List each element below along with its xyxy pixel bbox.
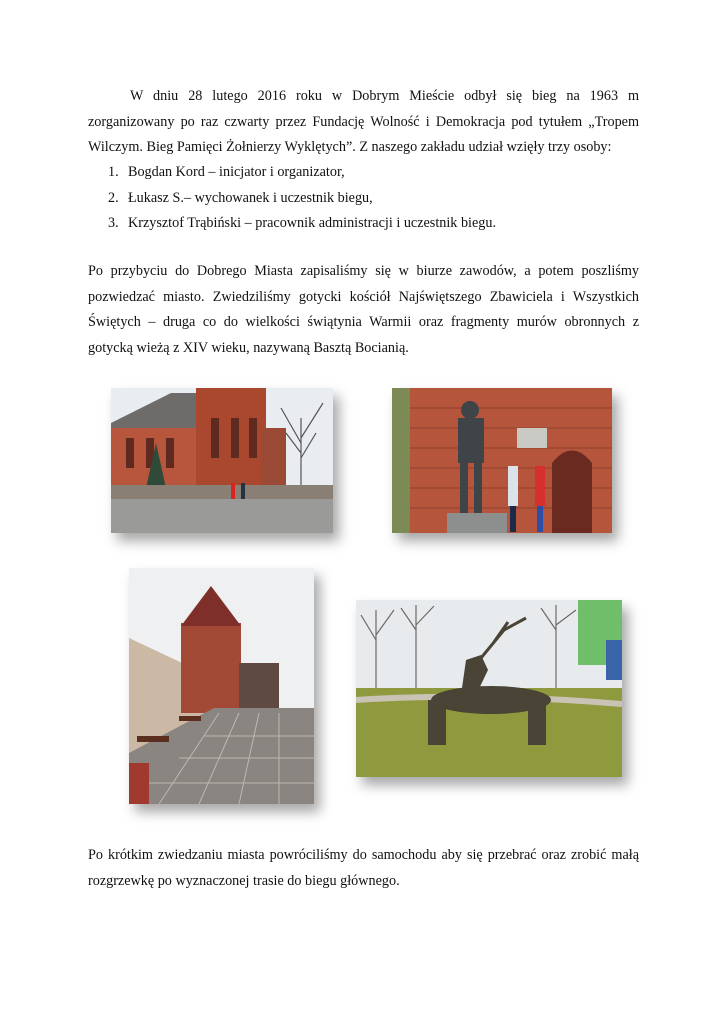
intro-paragraph: W dniu 28 lutego 2016 roku w Dobrym Mieście odbył się bieg na 1963 m zorganizowany po raz czwarty przez Fundację Wolność i Demokracja pod tytułem „Tropem Wilczym. Bieg Pamięci Żołnierzy Wyklętych”. Z naszego zakładu udział wzięły trzy osoby: [88,88,639,155]
participants-list [88,160,639,237]
list-item: 2. Łukasz S.– wychowanek i uczestnik biegu, [108,189,373,206]
list-item: 3. Krzysztof Trąbiński – pracownik administracji i uczestnik biegu. [108,215,497,231]
deer-sculpture-photo [356,600,622,777]
visit-paragraph: Po przybyciu do Dobrego Miasta zapisaliśmy się w biurze zawodów, a potem poszliśmy pozwiedzać miasto. Zwiedziliśmy gotycki kościół Najświętszego Zbawiciela i Wszystkich Świętych – druga co do wielkości świątynia Warmii oraz fragmenty murów obronnych z gotycką wieżą z XIV wieku, nazywaną Basztą Bocianią. [88,263,639,356]
church-photo [111,388,333,533]
list-item: 1. Bogdan Kord – inicjator i organizator, [108,164,345,180]
knight-statue-photo [392,388,612,533]
stork-tower-photo [129,568,314,804]
closing-paragraph: Po krótkim zwiedzaniu miasta powróciliśmy do samochodu aby się przebrać oraz zrobić małą rozgrzewkę po wyznaczonej trasie do biegu głównego. [88,847,639,889]
